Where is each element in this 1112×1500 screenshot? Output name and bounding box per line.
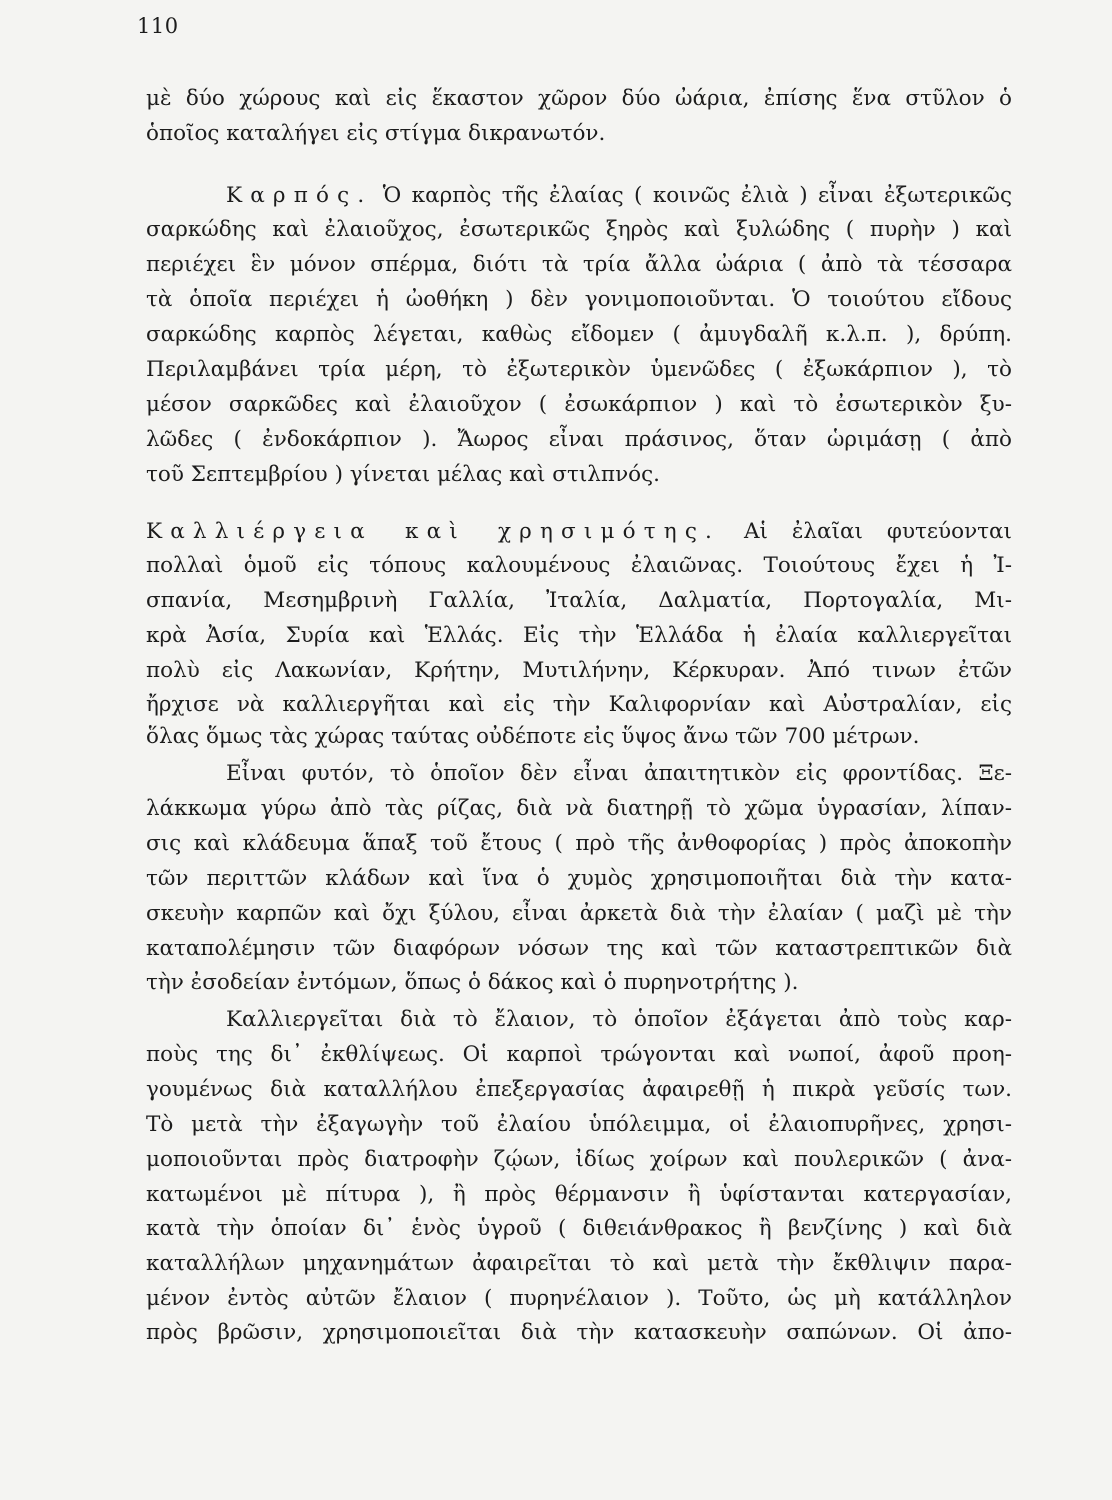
text-line [146,517,1012,547]
text-line: σκευὴν καρπῶν καὶ ὄχι ξύλου, εἶναι ἀρκετὰ διὰ τὴν ἐλαίαν ( μαζὶ μὲ τὴν [146,901,1012,926]
text-line: Καλλιεργεῖται διὰ τὸ ἔλαιον, τὸ ὁποῖον ἐξάγεται ἀπὸ τοὺς καρ- [226,1007,1012,1032]
text-line: Περιλαμβάνει τρία μέρη, τὸ ἐξωτερικὸν ὑμενῶδες ( ἐξωκάρπιον ), τὸ [146,357,1012,382]
text-line: κρὰ Ἀσία, Συρία καὶ Ἑλλάς. Εἰς τὴν Ἑλλάδα ἡ ἐλαία καλλιεργεῖται [146,623,1012,648]
text-line: μὲ δύο χώρους καὶ εἰς ἕκαστον χῶρον δύο ὠάρια, ἐπίσης ἕνα στῦλον ὁ [146,86,1012,111]
text-line: τὴν ἐσοδείαν ἐντόμων, ὅπως ὁ δάκος καὶ ὁ πυρηνοτρήτης ). [146,970,799,995]
text-line: σαρκώδης καρπὸς λέγεται, καθὼς εἴδομεν ( ἀμυγδαλῆ κ.λ.π. ), δρύπη. [146,322,1012,347]
text-line: πρὸς βρῶσιν, χρησιμοποιεῖται διὰ τὴν κατασκευὴν σαπώνων. Οἱ ἀπο- [146,1320,1012,1345]
text-line: πολλαὶ ὁμοῦ εἰς τόπους καλουμένους ἐλαιῶνας. Τοιούτους ἔχει ἡ Ἰ- [146,553,1012,578]
text-line: σαρκώδης καὶ ἐλαιοῦχος, ἐσωτερικῶς ξηρὸς καὶ ξυλώδης ( πυρὴν ) καὶ [146,217,1012,242]
text-line: μένον ἐντὸς αὐτῶν ἔλαιον ( πυρηνέλαιον ). Τοῦτο, ὡς μὴ κατάλληλον [146,1286,1012,1311]
text-line [226,181,1012,211]
text-line: Τὸ μετὰ τὴν ἐξαγωγὴν τοῦ ἐλαίου ὑπόλειμμα, οἱ ἐλαιοπυρῆνες, χρησι- [146,1112,1012,1137]
text-line: πολὺ εἰς Λακωνίαν, Κρήτην, Μυτιλήνην, Κέρκυραν. Ἀπό τινων ἐτῶν [146,658,1012,683]
page-number: 110 [137,14,179,38]
text-line: καταλλήλων μηχανημάτων ἀφαιρεῖται τὸ καὶ μετὰ τὴν ἔκθλιψιν παρα- [146,1251,1012,1276]
text-line: ὁποῖος καταλήγει εἰς στίγμα δικρανωτόν. [146,121,606,146]
text-span: Ὁ καρπὸς τῆς ἐλαίας ( κοινῶς ἐλιὰ ) εἶναι ἐξωτερικῶς [382,183,1012,208]
section-heading-kalliergeia: Καλλιέργεια καὶ χρησιμότης. [146,519,721,544]
text-line: τοῦ Σεπτεμβρίου ) γίνεται μέλας καὶ στιλπνός. [146,462,660,487]
section-heading-karpos: Καρπός. [226,183,373,208]
text-line: λάκκωμα γύρω ἀπὸ τὰς ρίζας, διὰ νὰ διατηρῇ τὸ χῶμα ὑγρασίαν, λίπαν- [146,796,1012,821]
text-line: κατωμένοι μὲ πίτυρα ), ἢ πρὸς θέρμανσιν ἢ ὑφίστανται κατεργασίαν, [146,1182,1012,1207]
text-line: ὅλας ὅμως τὰς χώρας ταύτας οὐδέποτε εἰς ὕψος ἄνω τῶν 700 μέτρων. [146,724,920,749]
text-line: περιέχει ἓν μόνον σπέρμα, διότι τὰ τρία ἄλλα ὠάρια ( ἀπὸ τὰ τέσσαρα [146,252,1012,277]
text-line: μέσον σαρκῶδες καὶ ἐλαιοῦχον ( ἐσωκάρπιον ) καὶ τὸ ἐσωτερικὸν ξυ- [146,392,1012,417]
text-span: Αἱ ἐλαῖαι φυτεύονται [744,519,1012,544]
text-line: σις καὶ κλάδευμα ἅπαξ τοῦ ἔτους ( πρὸ τῆς ἀνθοφορίας ) πρὸς ἀποκοπὴν [146,831,1012,856]
text-line: λῶδες ( ἐνδοκάρπιον ). Ἄωρος εἶναι πράσινος, ὅταν ὡριμάσῃ ( ἀπὸ [146,427,1012,452]
text-line: ποὺς της δι᾽ ἐκθλίψεως. Οἱ καρποὶ τρώγονται καὶ νωποί, ἀφοῦ προη- [146,1042,1012,1067]
text-line: Εἶναι φυτόν, τὸ ὁποῖον δὲν εἶναι ἀπαιτητικὸν εἰς φροντίδας. Ξε- [226,761,1012,786]
text-line: κατὰ τὴν ὁποίαν δι᾽ ἑνὸς ὑγροῦ ( διθειάνθρακος ἢ βενζίνης ) καὶ διὰ [146,1216,1012,1241]
text-line: σπανία, Μεσημβρινὴ Γαλλία, Ἰταλία, Δαλματία, Πορτογαλία, Μι- [146,588,1012,613]
text-line: μοποιοῦνται πρὸς διατροφὴν ζῴων, ἰδίως χοίρων καὶ πουλερικῶν ( ἀνα- [146,1147,1012,1172]
text-line: γουμένως διὰ καταλλήλου ἐπεξεργασίας ἀφαιρεθῇ ἡ πικρὰ γεῦσίς των. [146,1077,1012,1102]
text-line: ἤρχισε νὰ καλλιεργῆται καὶ εἰς τὴν Καλιφορνίαν καὶ Αὐστραλίαν, εἰς [146,692,1012,717]
text-line: τῶν περιττῶν κλάδων καὶ ἵνα ὁ χυμὸς χρησιμοποιῆται διὰ τὴν κατα- [146,866,1012,891]
text-line: καταπολέμησιν τῶν διαφόρων νόσων της καὶ τῶν καταστρεπτικῶν διὰ [146,936,1012,961]
text-line: τὰ ὁποῖα περιέχει ἡ ὠοθήκη ) δὲν γονιμοποιοῦνται. Ὁ τοιούτου εἴδους [146,287,1012,312]
